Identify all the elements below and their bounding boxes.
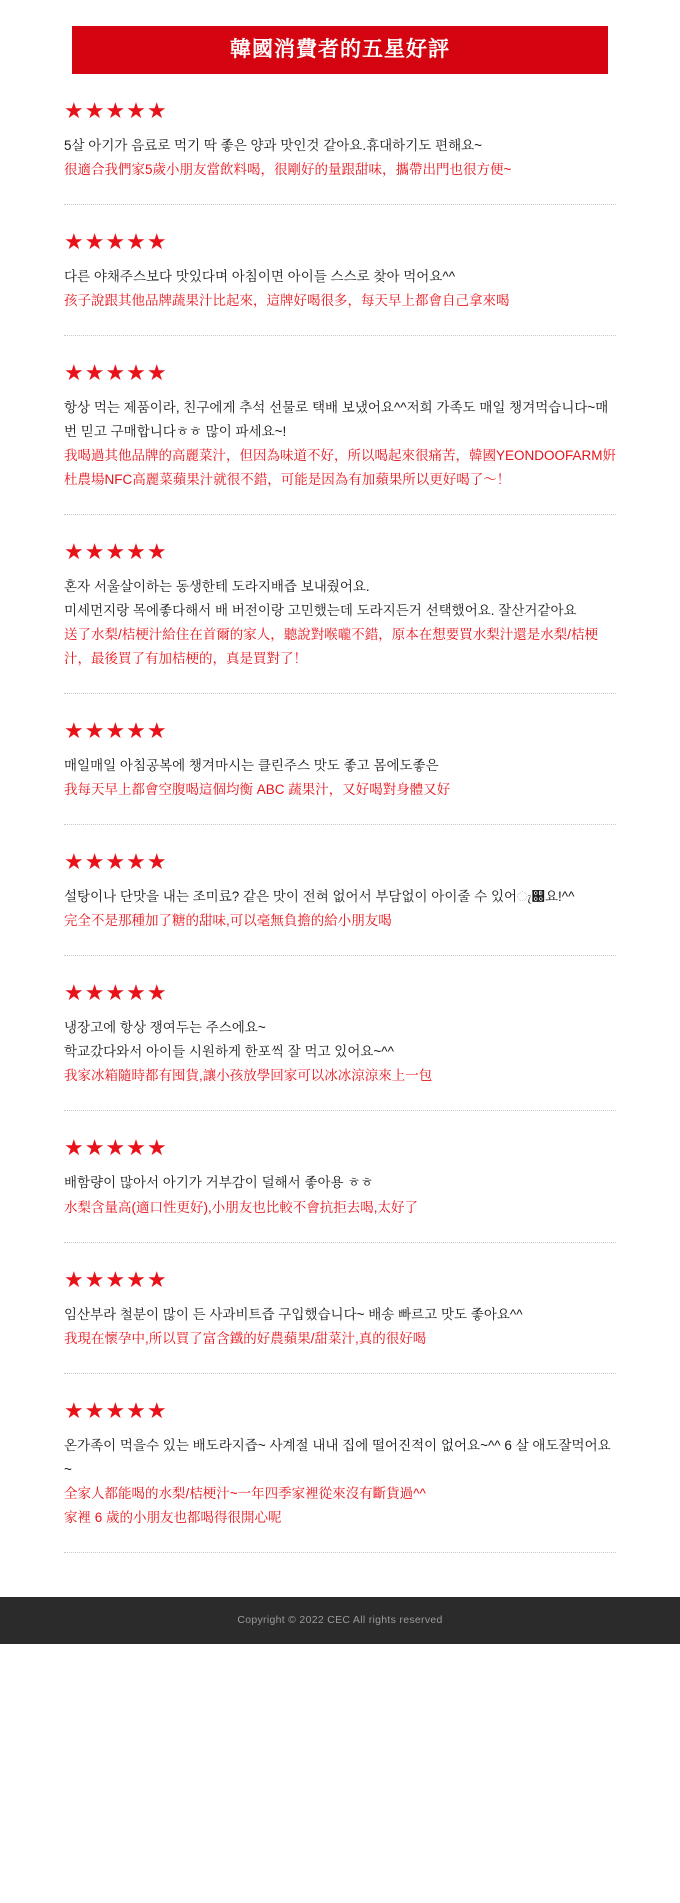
review-text-ko: 냉장고에 항상 쟁여두는 주스에요~ [64, 1020, 266, 1036]
review-item [64, 825, 616, 956]
footer-copyright: Copyright © 2022 CEC All rights reserved [0, 1597, 680, 1644]
star-rating-icon: ★★★★★ [64, 1135, 168, 1161]
review-text-zh: 我每天早上都會空腹喝這個均衡 ABC 蔬果汁，又好喝對身體又好 [64, 782, 451, 798]
review-item [64, 205, 616, 336]
review-text-ko: 매일매일 아침공복에 챙겨마시는 클린주스 맛도 좋고 몸에도좋은 [64, 758, 439, 774]
review-list [0, 74, 680, 1552]
review-text-zh: 我喝過其他品牌的高麗菜汁，但因為味道不好，所以喝起來很痛苦，韓國YEONDOOFARM姸杜農場NFC高麗菜蘋果汁就很不錯，可能是因為有加蘋果所以更好喝了〜！ [64, 448, 617, 488]
star-rating-icon: ★★★★★ [64, 849, 168, 875]
review-divider [64, 1552, 616, 1553]
review-text-ko: 다른 야채주스보다 맛있다며 아침이면 아이들 스스로 찾아 먹어요^^ [64, 269, 456, 285]
review-text-ko: 학교갔다와서 아이들 시원하게 한포씩 잘 먹고 있어요~^^ [64, 1044, 394, 1060]
star-rating-icon: ★★★★★ [64, 980, 168, 1006]
star-rating-icon: ★★★★★ [64, 1266, 168, 1292]
review-text-zh: 家裡 6 歲的小朋友也都喝得很開心呢 [64, 1509, 282, 1525]
review-text-ko: 설탕이나 단맛을 내는 조미료? 같은 맛이 전혀 없어서 부담없이 아이줄 수 있어ැ଀요!^^ [64, 889, 575, 905]
review-item [64, 1243, 616, 1374]
review-text-zh: 全家人都能喝的水梨/桔梗汁~一年四季家裡從來沒有斷貨過^^ [64, 1485, 426, 1501]
review-text-ko: 혼자 서울살이하는 동생한테 도라지배즙 보내줬어요. [64, 579, 370, 595]
review-text-zh: 孩子說跟其他品牌蔬果汁比起來，這牌好喝很多，每天早上都會自己拿來喝 [64, 293, 510, 309]
review-text-ko: 배함량이 많아서 아기가 거부감이 덜해서 좋아용 ㅎㅎ [64, 1175, 374, 1191]
review-item [64, 1374, 616, 1553]
star-rating-icon: ★★★★★ [64, 360, 168, 386]
review-text-ko: 5살 아기가 음료로 먹기 딱 좋은 양과 맛인것 같아요.휴대하기도 편해요~ [64, 138, 483, 154]
review-text-zh: 我家冰箱隨時都有囤貨,讓小孩放學回家可以冰冰涼涼來上一包 [64, 1068, 433, 1084]
star-rating-icon: ★★★★★ [64, 718, 168, 744]
review-item [64, 956, 616, 1111]
page-title: 韓國消費者的五星好評 [72, 26, 608, 74]
review-text-zh: 我現在懷孕中,所以買了富含鐵的好農蘋果/甜菜汁,真的很好喝 [64, 1330, 427, 1346]
star-rating-icon: ★★★★★ [64, 1397, 168, 1423]
review-text-ko: 임산부라 철분이 많이 든 사과비트즙 구입했습니다~ 배송 빠르고 맛도 좋아요^^ [64, 1306, 523, 1322]
review-item [64, 1111, 616, 1242]
review-text-ko: 항상 먹는 제품이라, 친구에게 추석 선물로 택배 보냈어요^^저희 가족도 매일 챙겨먹습니다~매번 믿고 구매합니다ㅎㅎ 많이 파세요~! [64, 400, 609, 440]
review-text-zh: 送了水梨/桔梗汁給住在首爾的家人，聽說對喉嚨不錯，原本在想要買水梨汁還是水梨/桔梗汁，最後買了有加桔梗的，真是買對了！ [64, 627, 599, 667]
star-rating-icon: ★★★★★ [64, 229, 168, 255]
review-text-zh: 很適合我們家5歲小朋友當飲料喝，很剛好的量跟甜味，攜帶出門也很方便~ [64, 162, 512, 178]
review-text-zh: 水梨含量高(適口性更好),小朋友也比較不會抗拒去喝,太好了 [64, 1199, 418, 1215]
star-rating-icon: ★★★★★ [64, 539, 168, 565]
review-text-zh: 完全不是那種加了糖的甜味,可以毫無負擔的給小朋友喝 [64, 913, 392, 929]
review-text-ko: 온가족이 먹을수 있는 배도라지즙~ 사계절 내내 집에 떨어진적이 없어요~^^ 6 살 애도잘먹어요~ [64, 1437, 611, 1477]
review-text-ko: 미세먼지랑 목에좋다해서 배 버전이랑 고민했는데 도라지든거 선택했어요. 잘산거같아요 [64, 603, 577, 619]
review-item [64, 74, 616, 205]
review-item [64, 515, 616, 694]
review-item [64, 336, 616, 515]
review-item [64, 694, 616, 825]
star-rating-icon: ★★★★★ [64, 98, 168, 124]
